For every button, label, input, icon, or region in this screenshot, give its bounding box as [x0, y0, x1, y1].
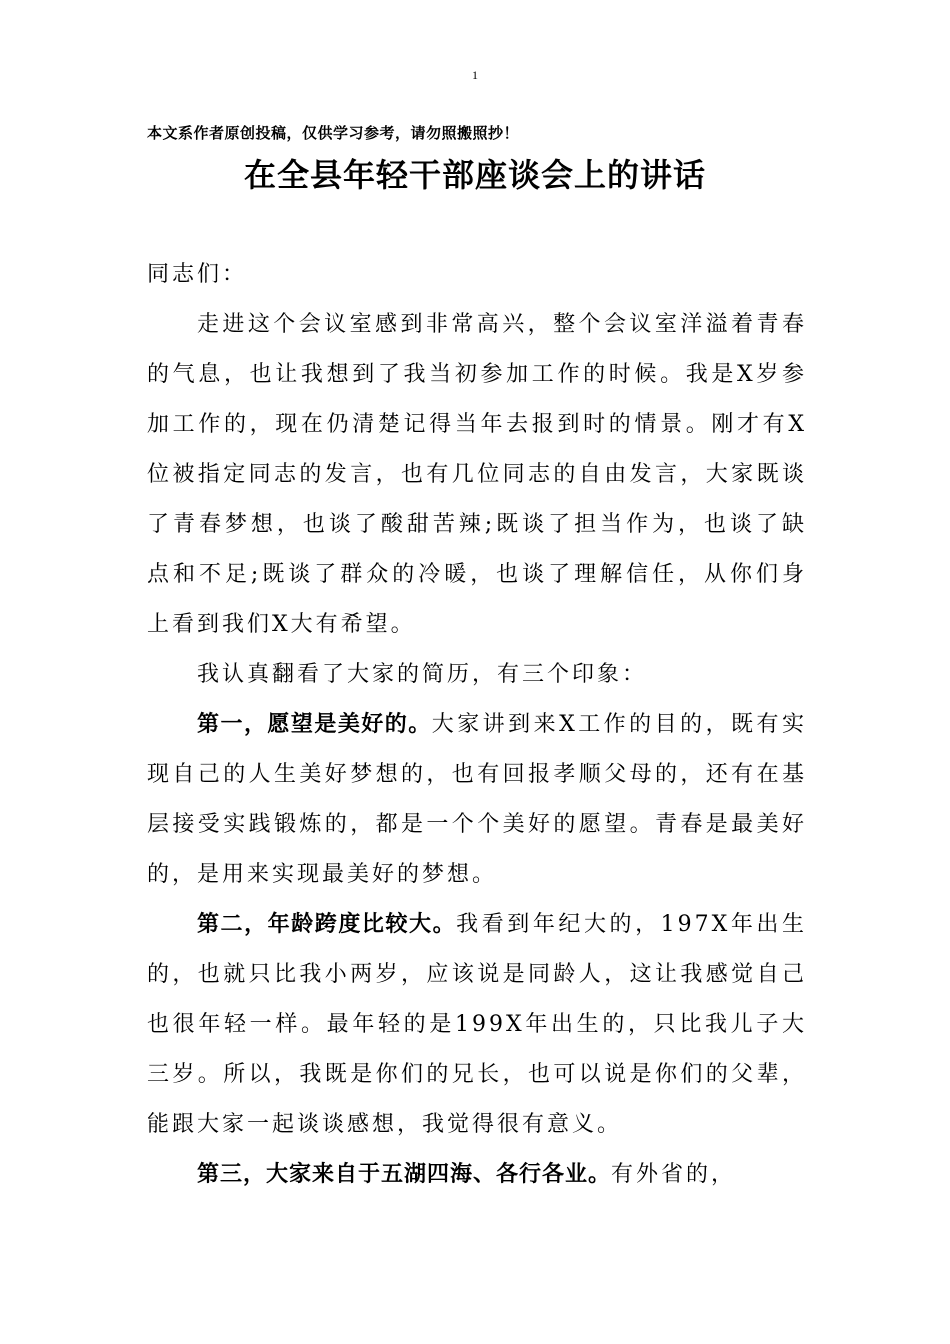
document-title: 在全县年轻干部座谈会上的讲话: [243, 156, 706, 194]
paragraph-text: 我看到年纪大的，197X年出生的，也就只比我小两岁，应该说是同龄人，这让我感觉自己也很年轻一样。最年轻的是199X年出生的，只比我儿子大三岁。所以，我既是你们的兄长，也可以说是你们的父辈，能跟大家一起谈谈感想，我觉得很有意义。: [147, 912, 807, 1137]
paragraph-text: 我认真翻看了大家的简历，有三个印象：: [197, 662, 648, 687]
paragraph-opening: [147, 300, 807, 650]
document-body: [147, 250, 807, 1200]
paragraph-point-one: [147, 700, 807, 900]
salutation: 同志们：: [147, 262, 248, 287]
point-heading: 第一，愿望是美好的。: [197, 712, 432, 737]
point-heading: 第三，大家来自于五湖四海、各行各业。: [197, 1162, 612, 1187]
paragraph-point-three: [147, 1150, 807, 1200]
paragraph-text: 大家讲到来X工作的目的，既有实现自己的人生美好梦想的，也有回报孝顺父母的，还有在基层接受实践锻炼的，都是一个个美好的愿望。青春是最美好的，是用来实现最美好的梦想。: [147, 712, 807, 887]
page-number: 1: [472, 68, 478, 82]
paragraph-impressions-intro: [147, 650, 807, 700]
disclaimer-note: 本文系作者原创投稿，仅供学习参考，请勿照搬照抄！: [147, 124, 520, 142]
paragraph-point-two: [147, 900, 807, 1150]
paragraph-text: 走进这个会议室感到非常高兴，整个会议室洋溢着青春的气息，也让我想到了我当初参加工作的时候。我是X岁参加工作的，现在仍清楚记得当年去报到时的情景。刚才有X位被指定同志的发言，也有几位同志的自由发言，大家既谈了青春梦想，也谈了酸甜苦辣;既谈了担当作为，也谈了缺点和不足;既谈了群众的冷暖，也谈了理解信任，从你们身上看到我们X大有希望。: [147, 312, 807, 637]
paragraph-text: 有外省的，: [611, 1162, 737, 1187]
point-heading: 第二，年龄跨度比较大。: [197, 912, 457, 937]
